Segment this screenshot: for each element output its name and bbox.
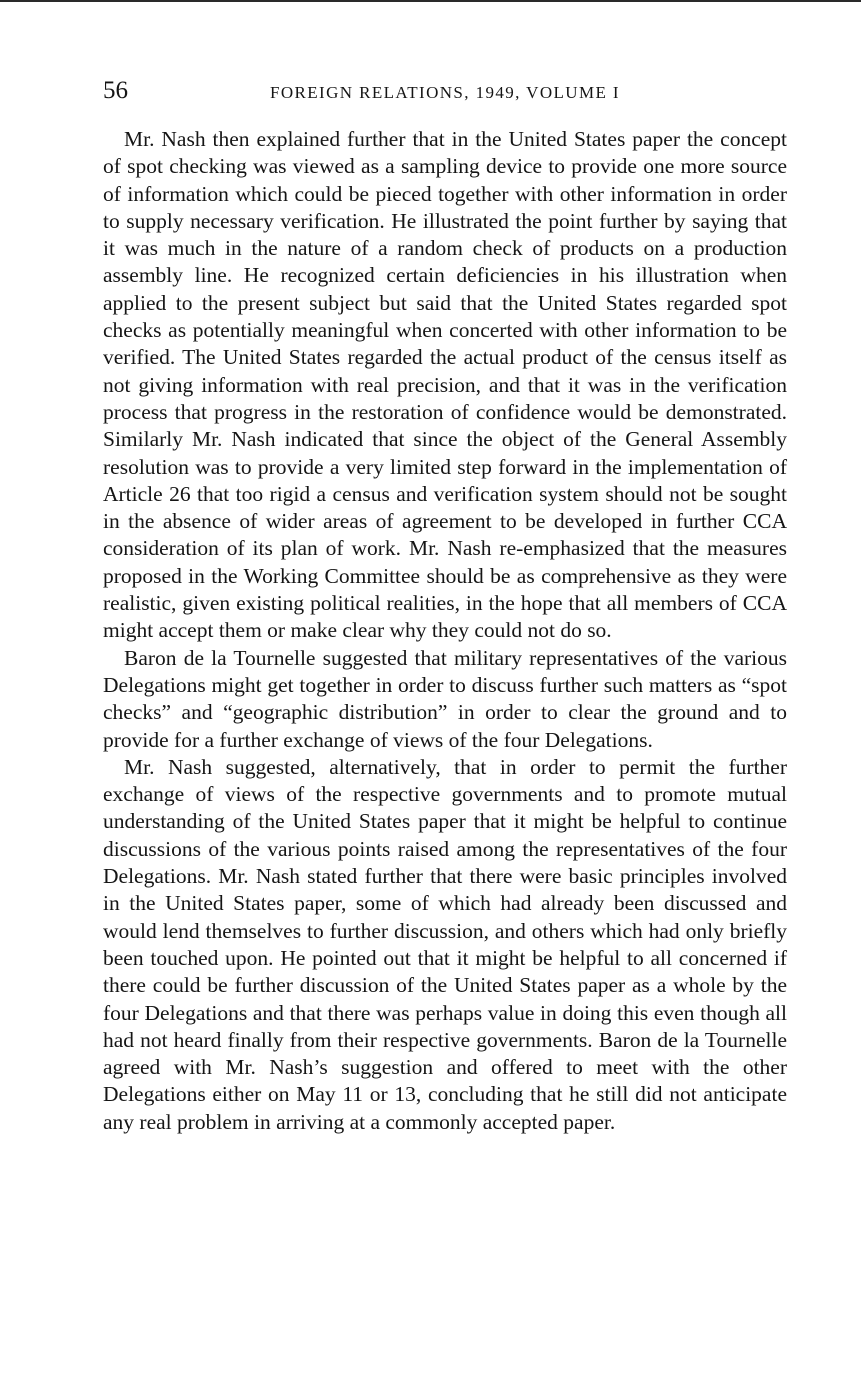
paragraph-nash-explanation: Mr. Nash then explained further that in the United States paper the concept of spot checking was viewed as a sampling device to provide one more source of information which could be pieced together with other information in order to supply necessary verification. He illustrated the point further by saying that it was much in the nature of a random check of products on a production assembly line. He recognized certain deficiencies in his illustration when applied to the present subject but said that the United States regarded spot checks as potentially meaningful when concerted with other information to be verified. The United States regarded the actual product of the census itself as not giving information with real precision, and that it was in the verification process that progress in the restoration of confidence would be demonstrated. Similarly Mr. Nash indicated that since the object of the General Assembly resolution was to provide a very limited step forward in the implementation of Article 26 that too rigid a census and verification system should not be sought in the absence of wider areas of agreement to be developed in further CCA consideration of its plan of work. Mr. Nash re-emphasized that the measures proposed in the Working Committee should be as comprehensive as they were realistic, given existing political realities, in the hope that all members of CCA might accept them or make clear why they could not do so.: [103, 127, 787, 643]
page-header: [103, 76, 787, 108]
page-top-edge: [0, 0, 861, 2]
body-text: [103, 126, 787, 1136]
page-number: 56: [103, 77, 128, 104]
running-head: FOREIGN RELATIONS, 1949, VOLUME I: [270, 83, 620, 102]
paragraph-nash-alternative: Mr. Nash suggested, alternatively, that in order to permit the further exchange of views of the respective governments and to promote mutual understanding of the United States paper that it might be helpful to continue discussions of the various points raised among the representatives of the four Delegations. Mr. Nash stated further that there were basic principles involved in the United States paper, some of which had already been discussed and would lend themselves to further discussion, and others which had only briefly been touched upon. He pointed out that it might be helpful to all concerned if there could be further discussion of the United States paper as a whole by the four Delegations and that there was perhaps value in doing this even though all had not heard finally from their respective governments. Baron de la Tournelle agreed with Mr. Nash’s suggestion and offered to meet with the other Delegations either on May 11 or 13, concluding that he still did not anticipate any real problem in arriving at a commonly accepted paper.: [103, 754, 787, 1134]
paragraph-tournelle-suggestion: Baron de la Tournelle suggested that military representatives of the various Delegations might get together in order to discuss further such matters as “spot checks” and “geographic distribution” in order to clear the ground and to provide for a further exchange of views of the four Delegations.: [103, 645, 787, 752]
